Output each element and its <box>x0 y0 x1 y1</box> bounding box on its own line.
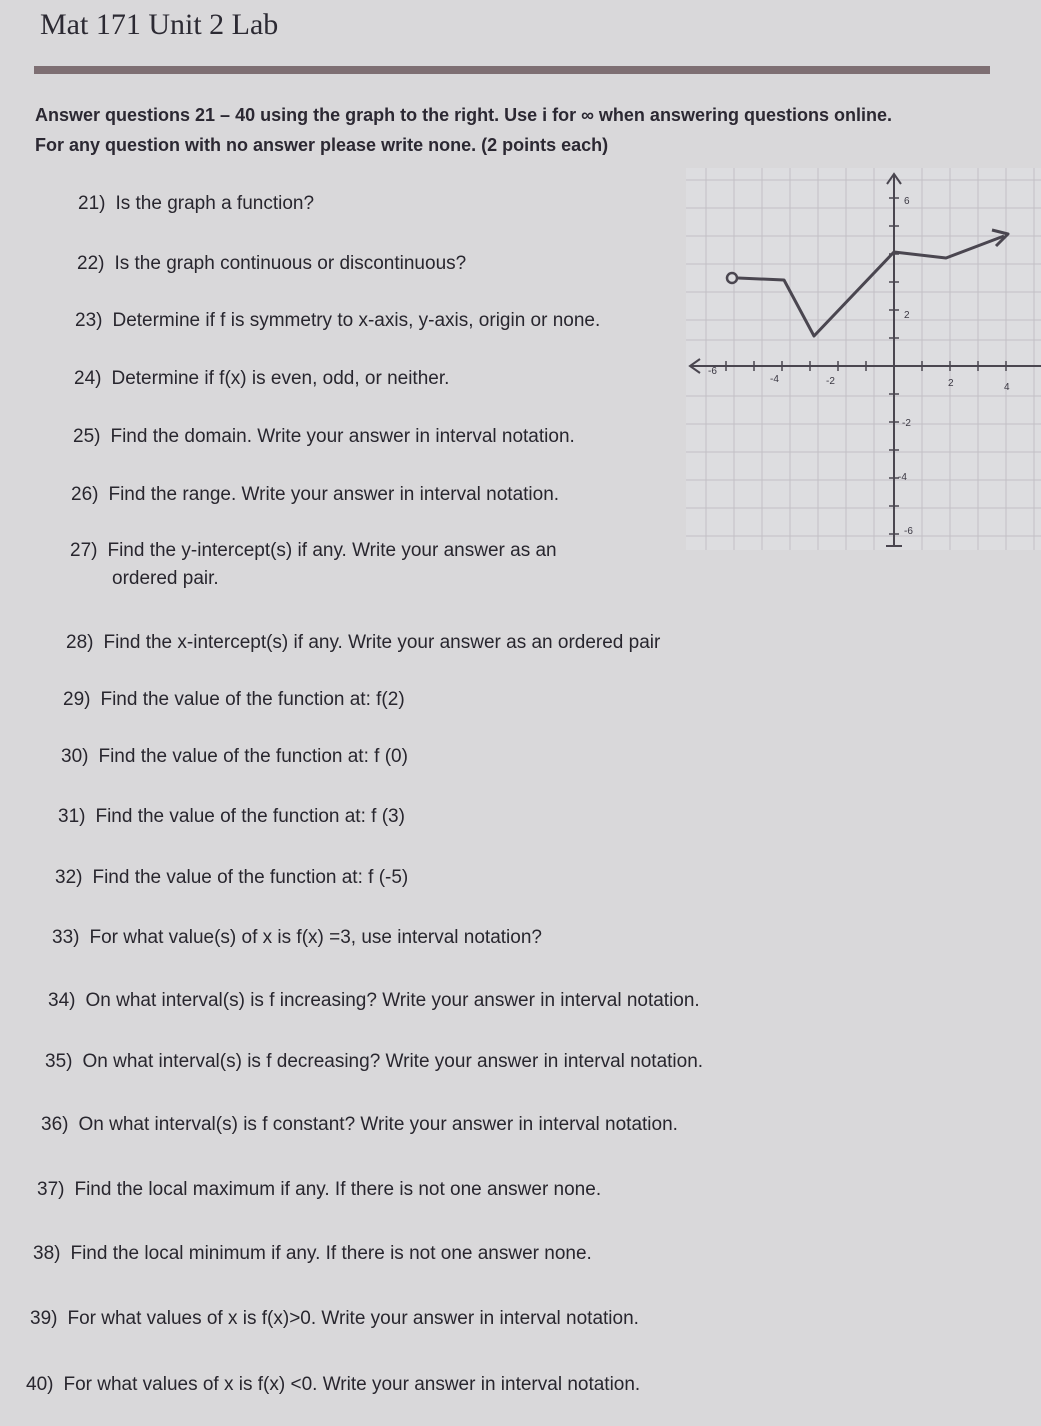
question-32 <box>55 867 408 889</box>
question-number: 38) <box>33 1243 61 1264</box>
question-number: 31) <box>58 806 86 827</box>
question-text: Find the value of the function at: f (0) <box>98 746 408 767</box>
y-tick-label: -2 <box>902 418 911 429</box>
question-27 <box>70 540 557 590</box>
question-number: 22) <box>77 253 105 274</box>
question-number: 24) <box>74 368 102 389</box>
y-tick-label: -4 <box>898 472 907 483</box>
question-text: Find the y-intercept(s) if any. Write your answer as an <box>107 540 557 561</box>
question-40 <box>26 1374 640 1396</box>
question-text: For what values of x is f(x) <0. Write your answer in interval notation. <box>63 1374 641 1395</box>
x-tick-label: -4 <box>770 374 779 385</box>
question-text: Is the graph a function? <box>115 193 315 214</box>
instructions-line-2: For any question with no answer please write none. (2 points each) <box>35 135 609 155</box>
question-number: 35) <box>45 1051 73 1072</box>
x-tick-label: 4 <box>1004 382 1010 393</box>
question-text: On what interval(s) is f decreasing? Write your answer in interval notation. <box>82 1051 704 1072</box>
x-tick-label: -2 <box>826 376 835 387</box>
question-37 <box>37 1179 601 1201</box>
question-number: 28) <box>66 632 94 653</box>
question-34 <box>48 990 700 1012</box>
question-23 <box>75 310 600 332</box>
y-tick-label: 2 <box>904 310 910 321</box>
question-29 <box>63 689 405 711</box>
question-36 <box>41 1114 678 1136</box>
graph-svg <box>686 168 1041 550</box>
open-endpoint <box>727 273 737 283</box>
question-number: 21) <box>78 193 106 214</box>
question-25 <box>73 426 575 448</box>
y-tick-label: -6 <box>904 526 913 537</box>
question-31 <box>58 806 405 828</box>
question-35 <box>45 1051 703 1073</box>
question-26 <box>71 484 559 506</box>
question-text: Find the local maximum if any. If there is not one answer none. <box>74 1179 602 1200</box>
question-text: Determine if f(x) is even, odd, or neither. <box>111 368 450 389</box>
question-text: For what values of x is f(x)>0. Write your answer in interval notation. <box>67 1308 639 1329</box>
question-text: Find the value of the function at: f (3) <box>95 806 405 827</box>
y-tick-label: 6 <box>904 196 910 207</box>
question-text: Determine if f is symmetry to x-axis, y-axis, origin or none. <box>112 310 601 331</box>
question-number: 40) <box>26 1374 54 1395</box>
question-text: For what value(s) of x is f(x) =3, use interval notation? <box>89 927 542 948</box>
question-number: 25) <box>73 426 101 447</box>
question-text: On what interval(s) is f increasing? Write your answer in interval notation. <box>85 990 700 1011</box>
question-text: Find the value of the function at: f(2) <box>100 689 405 710</box>
question-number: 30) <box>61 746 89 767</box>
question-39 <box>30 1308 639 1330</box>
question-number: 37) <box>37 1179 65 1200</box>
question-text: Find the local minimum if any. If there is not one answer none. <box>70 1243 592 1264</box>
question-text: Find the x-intercept(s) if any. Write your answer as an ordered pair <box>103 632 661 653</box>
title-divider <box>34 66 990 74</box>
graph-background <box>686 168 1041 550</box>
question-number: 34) <box>48 990 76 1011</box>
question-number: 32) <box>55 867 83 888</box>
question-number: 39) <box>30 1308 58 1329</box>
question-text-continued: ordered pair. <box>112 568 219 589</box>
instructions-line-1: Answer questions 21 – 40 using the graph to the right. Use i for ∞ when answering questions online. <box>35 105 892 125</box>
x-tick-label: -6 <box>708 366 717 377</box>
question-text: Find the range. Write your answer in interval notation. <box>108 484 560 505</box>
question-22 <box>77 253 466 275</box>
question-text: On what interval(s) is f constant? Write your answer in interval notation. <box>78 1114 678 1135</box>
question-text: Find the value of the function at: f (-5) <box>92 867 409 888</box>
question-number: 29) <box>63 689 91 710</box>
question-number: 33) <box>52 927 80 948</box>
question-number: 27) <box>70 540 98 561</box>
question-text: Is the graph continuous or discontinuous? <box>114 253 467 274</box>
question-28 <box>66 632 660 654</box>
question-number: 23) <box>75 310 103 331</box>
function-graph <box>686 168 1041 550</box>
question-21 <box>78 193 314 215</box>
question-number: 26) <box>71 484 99 505</box>
question-38 <box>33 1243 592 1265</box>
instructions <box>35 100 995 160</box>
question-24 <box>74 368 449 390</box>
page-title: Mat 171 Unit 2 Lab <box>40 8 279 41</box>
question-number: 36) <box>41 1114 69 1135</box>
question-30 <box>61 746 408 768</box>
question-33 <box>52 927 542 949</box>
x-tick-label: 2 <box>948 378 954 389</box>
question-text: Find the domain. Write your answer in interval notation. <box>110 426 575 447</box>
